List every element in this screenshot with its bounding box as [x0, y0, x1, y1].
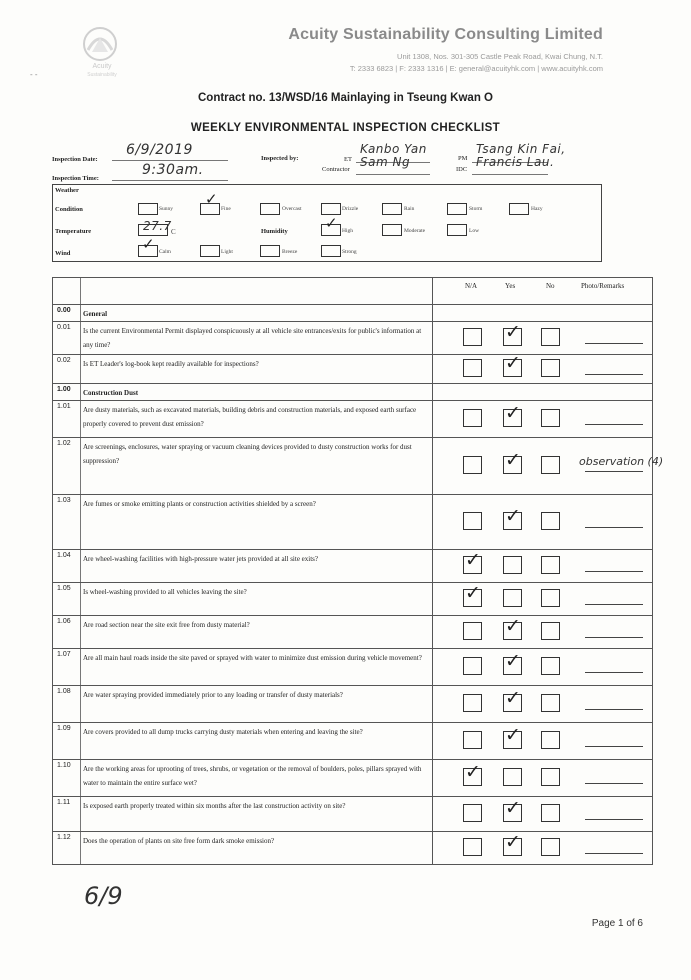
answer-cell: [433, 760, 653, 797]
yes-checkbox[interactable]: [503, 589, 522, 607]
inspected-by-label: Inspected by:: [261, 155, 299, 162]
condition-hazy-checkbox[interactable]: [509, 203, 529, 215]
remarks-line[interactable]: [585, 636, 643, 638]
document-title: WEEKLY ENVIRONMENTAL INSPECTION CHECKLIST: [190, 122, 501, 134]
humidity-label: Humidity: [261, 228, 288, 235]
no-checkbox[interactable]: [541, 804, 560, 822]
temperature-unit: C: [171, 228, 176, 236]
no-checkbox[interactable]: [541, 731, 560, 749]
section-row: [53, 305, 653, 322]
yes-tick-mark: ✓: [505, 831, 521, 853]
question-text: Is wheel-washing provided to all vehicles leaving the site?: [81, 583, 433, 616]
inspection-date-label: Inspection Date:: [52, 156, 98, 163]
yes-tick-mark: ✓: [505, 402, 521, 424]
yes-tick-mark: ✓: [505, 321, 521, 343]
no-checkbox[interactable]: [541, 838, 560, 856]
item-number: 1.09: [53, 723, 81, 760]
humidity-moderate-checkbox[interactable]: [382, 224, 402, 236]
company-logo: [72, 22, 132, 80]
na-checkbox[interactable]: [463, 804, 482, 822]
humidity-moderate-label: Moderate: [404, 228, 426, 234]
pm-label: PM: [458, 155, 468, 162]
col-yes-header: Yes: [505, 282, 516, 290]
condition-fine-label: Fine: [221, 206, 231, 212]
logo-subtext: Sustainability: [87, 72, 117, 78]
remarks-line[interactable]: [585, 423, 643, 425]
no-checkbox[interactable]: [541, 657, 560, 675]
condition-drizzle-label: Drizzle: [342, 206, 359, 212]
humidity-low-checkbox[interactable]: [447, 224, 467, 236]
no-checkbox[interactable]: [541, 328, 560, 346]
remarks-line[interactable]: [585, 708, 643, 710]
question-text: Are all main haul roads inside the site paved or sprayed with water to minimize dust emission during vehicle movement?: [81, 649, 433, 686]
table-row: [53, 797, 653, 832]
question-text: Are the working areas for uprooting of trees, shrubs, or vegetation or the removal of boulders, poles, pillars sprayed with water to maintain the entire surface wet?: [81, 760, 433, 797]
na-checkbox[interactable]: [463, 359, 482, 377]
na-checkbox[interactable]: [463, 657, 482, 675]
na-checkbox[interactable]: [463, 622, 482, 640]
et-label: ET: [344, 156, 352, 163]
no-checkbox[interactable]: [541, 512, 560, 530]
et-value: Kanbo Yan: [360, 142, 427, 156]
na-checkbox[interactable]: [463, 456, 482, 474]
checklist-table: [52, 277, 664, 865]
no-checkbox[interactable]: [541, 409, 560, 427]
question-text: Is the current Environmental Permit displayed conspicuously at all vehicle site entrances/exits for public's information at any time?: [81, 322, 433, 355]
answer-cell: [433, 352, 653, 384]
company-address: Unit 1308, Nos. 301-305 Castle Peak Road, Kwai Chung, N.T.: [397, 52, 603, 61]
na-tick-mark: ✓: [465, 582, 481, 604]
yes-checkbox[interactable]: [503, 768, 522, 786]
question-text: Is exposed earth properly treated within six months after the last construction activity on site?: [81, 797, 433, 832]
wind-breeze-label: Breeze: [282, 249, 298, 255]
condition-sunny-label: Sunny: [159, 206, 174, 212]
item-number: 0.02: [53, 355, 81, 384]
remarks-line[interactable]: [585, 570, 643, 572]
table-row: [53, 355, 653, 384]
answer-cell: [433, 401, 653, 438]
condition-label: Condition: [55, 206, 83, 213]
inspection-time-value: 9:30am.: [142, 162, 204, 178]
answer-cell: [433, 550, 653, 583]
answer-cell: [433, 797, 653, 832]
table-row: [53, 583, 653, 616]
question-text: Are wheel-washing facilities with high-pressure water jets provided at all site exits?: [81, 550, 433, 583]
na-checkbox[interactable]: [463, 731, 482, 749]
answer-cell: [433, 723, 653, 760]
logo-text: Acuity: [92, 63, 112, 70]
item-number: 1.07: [53, 649, 81, 686]
table-row: [53, 686, 653, 723]
wind-light-checkbox[interactable]: [200, 245, 220, 257]
company-name: Acuity Sustainability Consulting Limited: [288, 26, 603, 43]
question-text: Are water spraying provided immediately prior to any loading or transfer of dusty materials?: [81, 686, 433, 723]
wind-breeze-checkbox[interactable]: [260, 245, 280, 257]
na-checkbox[interactable]: [463, 409, 482, 427]
no-checkbox[interactable]: [541, 768, 560, 786]
item-number: 1.12: [53, 832, 81, 865]
contractor-label: Contractor: [322, 166, 350, 173]
wind-calm-tick: ✓: [142, 235, 155, 253]
item-number: 1.08: [53, 686, 81, 723]
remarks-line[interactable]: [585, 342, 643, 344]
na-checkbox[interactable]: [463, 838, 482, 856]
no-checkbox[interactable]: [541, 589, 560, 607]
header-blank: [53, 278, 81, 305]
answer-cell: [433, 384, 653, 401]
remarks-line[interactable]: [585, 782, 643, 784]
condition-overcast-label: Overcast: [282, 206, 302, 212]
condition-overcast-checkbox[interactable]: [260, 203, 280, 215]
inspection-date-value: 6/9/2019: [126, 142, 193, 158]
table-row: [53, 649, 653, 686]
answer-cell: [433, 649, 653, 686]
no-checkbox[interactable]: [541, 456, 560, 474]
humidity-low-label: Low: [469, 228, 480, 234]
yes-tick-mark: ✓: [505, 352, 521, 374]
item-number: 0.00: [53, 305, 81, 322]
table-row: [53, 550, 653, 583]
remarks-line[interactable]: [585, 526, 643, 528]
yes-tick-mark: ✓: [505, 505, 521, 527]
remarks-text: observation (4): [579, 455, 664, 468]
table-row: [53, 322, 653, 355]
remarks-line[interactable]: [585, 852, 643, 854]
section-title: General: [81, 305, 433, 322]
idc-value: Francis Lau.: [476, 155, 555, 169]
wind-strong-checkbox[interactable]: [321, 245, 341, 257]
condition-rain-label: Rain: [404, 206, 415, 212]
answer-cell: [433, 616, 653, 649]
answer-cell: [433, 495, 653, 550]
item-number: 1.06: [53, 616, 81, 649]
handwritten-date-note: 6/9: [84, 882, 123, 910]
yes-tick-mark: ✓: [505, 724, 521, 746]
question-text: Are fumes or smoke emitting plants or construction activities shielded by a screen?: [81, 495, 433, 550]
table-row: [53, 495, 653, 550]
idc-label: IDC: [456, 166, 468, 173]
yes-tick-mark: ✓: [505, 615, 521, 637]
company-contact: T: 2333 6823 | F: 2333 1316 | E: general@acuityhk.com | www.acuityhk.com: [349, 64, 603, 73]
item-number: 1.03: [53, 495, 81, 550]
question-text: Are covers provided to all dump trucks carrying dusty materials when entering and leaving the site?: [81, 723, 433, 760]
col-no-header: No: [546, 282, 555, 290]
question-text: Are screenings, enclosures, water spraying or vacuum cleaning devices provided to dusty construction works for dust suppression?: [81, 438, 433, 495]
answer-cell: [433, 322, 653, 355]
answer-cell: [433, 832, 653, 865]
table-header-row: [53, 278, 653, 305]
no-checkbox[interactable]: [541, 556, 560, 574]
item-number: 1.11: [53, 797, 81, 832]
no-checkbox[interactable]: [541, 694, 560, 712]
remarks-line[interactable]: [585, 818, 643, 820]
na-tick-mark: ✓: [465, 761, 481, 783]
question-text: Is ET Leader's log-book kept readily available for inspections?: [81, 355, 433, 384]
table-row: [53, 438, 653, 495]
remarks-line[interactable]: [585, 745, 643, 747]
table-row: [53, 401, 653, 438]
col-na-header: N/A: [465, 282, 478, 290]
remarks-line[interactable]: [585, 671, 643, 673]
no-checkbox[interactable]: [541, 622, 560, 640]
yes-tick-mark: ✓: [505, 797, 521, 819]
no-checkbox[interactable]: [541, 359, 560, 377]
header-blank-question: [81, 278, 433, 305]
section-row: [53, 384, 653, 401]
condition-storm-label: Storm: [469, 206, 483, 212]
table-row: [53, 760, 653, 797]
condition-fine-tick: ✓: [205, 190, 218, 208]
remarks-line[interactable]: [585, 373, 643, 375]
wind-label: Wind: [55, 250, 71, 257]
answer-cell: [433, 686, 653, 723]
na-checkbox[interactable]: [463, 512, 482, 530]
answer-cell: [433, 305, 653, 322]
temperature-label: Temperature: [55, 228, 92, 235]
humidity-high-tick: ✓: [325, 214, 338, 232]
table-row: [53, 723, 653, 760]
yes-checkbox[interactable]: [503, 556, 522, 574]
inspection-time-label: Inspection Time:: [52, 175, 99, 182]
na-checkbox[interactable]: [463, 328, 482, 346]
item-number: 1.02: [53, 438, 81, 495]
wind-light-label: Light: [221, 249, 233, 255]
table-row: [53, 616, 653, 649]
margin-mark: - -: [30, 70, 38, 79]
answer-cell: [433, 583, 653, 616]
section-title: Construction Dust: [81, 384, 433, 401]
condition-sunny-checkbox[interactable]: [138, 203, 158, 215]
temperature-value: 27.7: [143, 219, 172, 233]
yes-tick-mark: ✓: [505, 449, 521, 471]
header-columns: [433, 278, 653, 305]
condition-hazy-label: Hazy: [531, 206, 543, 212]
na-checkbox[interactable]: [463, 694, 482, 712]
item-number: 1.05: [53, 583, 81, 616]
contract-title: Contract no. 13/WSD/16 Mainlaying in Tseung Kwan O: [198, 92, 493, 104]
wind-strong-label: Strong: [342, 249, 357, 255]
question-text: Are road section near the site exit free from dusty material?: [81, 616, 433, 649]
na-tick-mark: ✓: [465, 549, 481, 571]
question-text: Are dusty materials, such as excavated materials, building debris and construction materials, and exposed earth surface properly covered to prevent dust emission?: [81, 401, 433, 438]
condition-rain-checkbox[interactable]: [382, 203, 402, 215]
yes-tick-mark: ✓: [505, 650, 521, 672]
item-number: 0.01: [53, 322, 81, 355]
contractor-value: Sam Ng: [360, 155, 411, 169]
wind-calm-label: Calm: [159, 249, 171, 255]
condition-storm-checkbox[interactable]: [447, 203, 467, 215]
col-remarks-header: Photo/Remarks: [581, 282, 625, 290]
humidity-high-label: High: [342, 228, 353, 234]
item-number: 1.04: [53, 550, 81, 583]
item-number: 1.01: [53, 401, 81, 438]
answer-cell: [433, 438, 664, 495]
remarks-line[interactable]: [585, 470, 643, 472]
item-number: 1.10: [53, 760, 81, 797]
table-row: [53, 832, 653, 865]
question-text: Does the operation of plants on site free form dark smoke emission?: [81, 832, 433, 865]
item-number: 1.00: [53, 384, 81, 401]
page-number: Page 1 of 6: [591, 918, 643, 929]
pm-value: Tsang Kin Fai,: [476, 142, 566, 156]
remarks-line[interactable]: [585, 603, 643, 605]
yes-tick-mark: ✓: [505, 687, 521, 709]
weather-label: Weather: [55, 187, 79, 194]
